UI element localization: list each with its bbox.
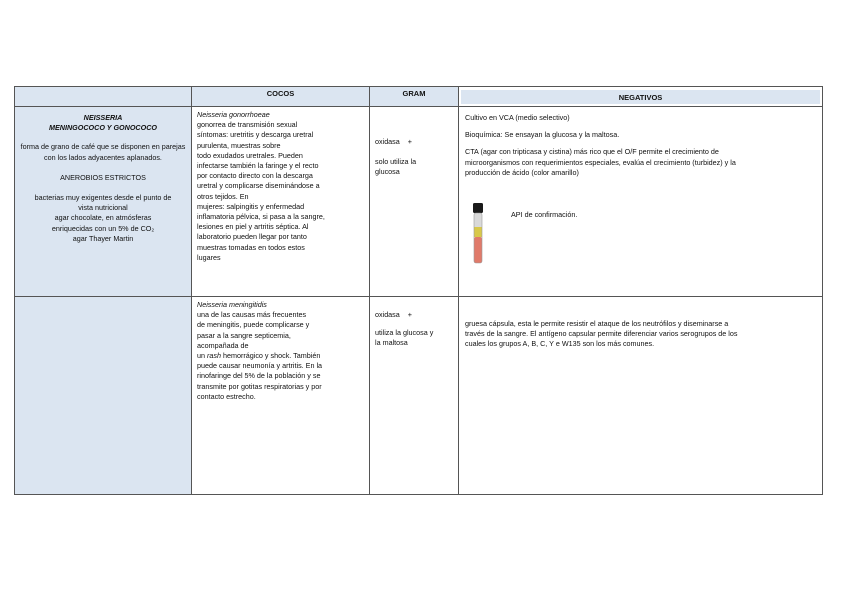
desc-line: todo exudados uretrales. Pueden xyxy=(197,150,303,160)
desc-line: gonorrea de transmisión sexual xyxy=(197,120,298,130)
desc-line-rash xyxy=(197,351,364,361)
culture-text: Cultivo en VCA (medio selectivo) xyxy=(465,113,570,122)
cta-text: CTA (agar con tripticasa y cistina) más rico que el O/F permite el crecimiento de xyxy=(465,147,719,157)
desc-line: de meningitis, puede complicarse y xyxy=(197,320,310,330)
capsule-text: cuales los grupos A, B, C, Y e W135 son los más comunes. xyxy=(465,339,655,349)
type-label: ANEROBIOS ESTRICTOS xyxy=(60,172,146,182)
oxidase-result: oxidasa + xyxy=(375,137,412,146)
table-header-row xyxy=(15,87,822,106)
row-meningitidis xyxy=(15,296,822,494)
requirements-line: agar Thayer Martin xyxy=(72,233,134,243)
header-negativos: NEGATIVOS xyxy=(461,90,820,104)
negativos-cell-meningitidis xyxy=(459,297,822,494)
sugar-use: la maltosa xyxy=(375,338,408,348)
header-cell-empty xyxy=(15,87,192,106)
cocos-cell-meningitidis xyxy=(192,297,370,494)
species-name: Neisseria gonorrhoeae xyxy=(197,110,270,119)
api-label: API de confirmación. xyxy=(511,210,578,219)
requirements-line: bacterias muy exigentes desde el punto de xyxy=(34,193,172,203)
genus-title: NEISSERIA xyxy=(83,113,123,122)
desc-line: otros tejidos. En xyxy=(197,191,249,201)
rash-prefix: un xyxy=(197,351,207,361)
desc-line: uretral y complicarse diseminándose a xyxy=(197,181,320,191)
desc-line: laboratorio pueden llegar por tanto xyxy=(197,232,307,242)
header-gram: GRAM xyxy=(402,89,426,98)
rash-word: rash xyxy=(207,351,221,361)
requirements-line: vista nutricional xyxy=(78,203,128,213)
cocos-cell-gonorrhoeae xyxy=(192,107,370,296)
requirements-line: enriquecidas con un 5% de CO₂ xyxy=(51,223,155,233)
requirements-line: agar chocolate, en atmósferas xyxy=(54,213,152,223)
species-title: MENINGOCOCO Y GONOCOCO xyxy=(49,123,157,133)
cta-text: producción de ácido (color amarillo) xyxy=(465,167,579,177)
oxidase-result: oxidasa + xyxy=(375,310,412,319)
desc-line: rinofaringe del 5% de la población y se xyxy=(197,371,321,381)
biochem-text: Bioquímica: Se ensayan la glucosa y la maltosa. xyxy=(465,130,620,140)
desc-line: purulenta, muestras sobre xyxy=(197,140,281,150)
sugar-use: utiliza la glucosa y xyxy=(375,328,434,338)
sugar-use: glucosa xyxy=(375,167,400,177)
desc-line: transmite por gotitas respiratorias y por xyxy=(197,381,322,391)
desc-line: muestras tomadas en todos estos xyxy=(197,242,305,252)
desc-line: lesiones en piel y artritis séptica. Al xyxy=(197,222,309,232)
header-cocos: COCOS xyxy=(266,89,295,98)
desc-line: acompañada de xyxy=(197,340,249,350)
cta-text: microorganismos con requerimientos especiales, evalúa el crecimiento (turbidez) y la xyxy=(465,157,736,167)
desc-line: síntomas: uretritis y descarga uretral xyxy=(197,130,314,140)
desc-line: mujeres: salpingitis y enfermedad xyxy=(197,201,305,211)
desc-line: infectarse también la faringe y el recto xyxy=(197,161,319,171)
test-tube-image xyxy=(471,203,485,265)
desc-line: lugares xyxy=(197,252,221,262)
desc-line: por contacto directo con la descarga xyxy=(197,171,313,181)
desc-line: pasar a la sangre septicemia, xyxy=(197,330,291,340)
rash-suffix: hemorrágico y shock. También xyxy=(220,351,321,361)
gram-cell-gonorrhoeae xyxy=(370,107,459,296)
desc-line: inflamatoria pélvica, si pasa a la sangre, xyxy=(197,212,325,222)
header-cell-cocos xyxy=(192,87,370,106)
bacteria-table xyxy=(14,86,823,495)
capsule-text: través de la sangre. El antígeno capsular permite diferenciar varios serogrupos de los xyxy=(465,329,738,339)
desc-line: puede causar neumonía y artritis. En la xyxy=(197,361,323,371)
row-gonorrhoeae xyxy=(15,106,822,296)
negativos-cell-gonorrhoeae xyxy=(459,107,822,296)
desc-line: contacto estrecho. xyxy=(197,391,256,401)
header-cell-negativos xyxy=(459,87,822,106)
sugar-use: solo utiliza la xyxy=(375,157,417,167)
header-cell-gram xyxy=(370,87,459,106)
species-name: Neisseria meningitidis xyxy=(197,300,267,309)
gram-cell-meningitidis xyxy=(370,297,459,494)
desc-line: una de las causas más frecuentes xyxy=(197,310,307,320)
capsule-text: gruesa cápsula, esta le permite resistir el ataque de los neutrófilos y diseminarse a xyxy=(465,319,729,328)
morphology-text: forma de grano de café que se disponen en parejas con los lados adyacentes aplanados. xyxy=(20,142,186,162)
